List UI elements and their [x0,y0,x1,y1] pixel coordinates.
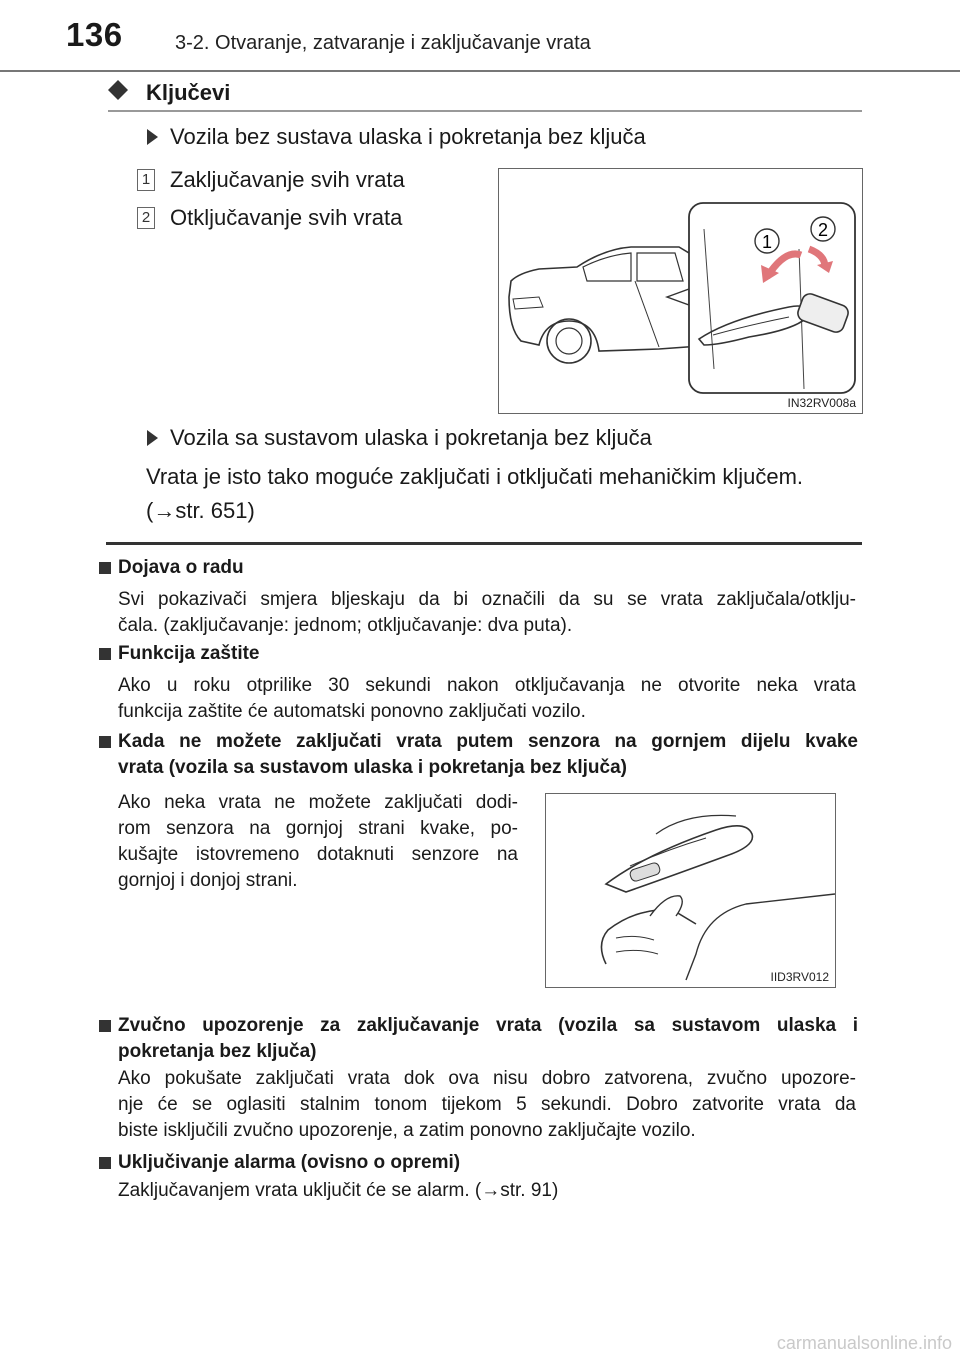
item-label-unlock-all: Otključavanje svih vrata [170,205,403,230]
subsection-title: Vozila sa sustavom ulaska i pokretanja bez ključa [170,425,652,450]
notes-divider [106,542,862,545]
note-line: Ako pokušate zaključati vrata dok ova nisu dobro zatvorena, zvučno upozore- [118,1068,856,1089]
triangle-bullet-icon [147,129,158,145]
mechanical-key-text: Vrata je isto tako moguće zaključati i otključati mehaničkim ključem. [146,464,804,489]
figure-code: IN32RV008a [787,396,856,410]
note-line: kušajte istovremeno dotaknuti senzore na [118,844,518,865]
car-key-illustration [499,169,862,413]
note-text [118,673,856,725]
note-title-line: pokretanja bez ključa) [118,1041,317,1062]
note-line: biste isključili zvučno upozorenje, a zatim ponovno zaključajte vozilo. [118,1120,696,1141]
note-line: rom senzora na gornjoj strani kvake, po- [118,818,518,839]
note-title [118,1013,858,1065]
door-handle-illustration [546,794,835,987]
note-line: Ako neka vrata ne možete zaključati dodi- [118,792,518,813]
watermark: carmanualsonline.info [776,1333,952,1353]
page-reference: (→str. 651) [146,498,255,523]
note-text [118,1066,856,1144]
square-bullet-icon [99,736,111,748]
item-number-2: 2 [137,207,155,229]
note-line: nje će se oglasiti stalnim tonom tijekom 5 sekundi. Dobro zatvorite vrata da [118,1094,856,1115]
diamond-bullet-icon [108,80,128,100]
header-rule [0,70,960,72]
note-text: Zaključavanjem vrata uključit će se alarm. (→str. 91) [118,1180,559,1201]
figure-code: IID3RV012 [770,970,829,984]
note-title: Uključivanje alarma (ovisno o opremi) [118,1152,461,1173]
square-bullet-icon [99,1157,111,1169]
item-label-lock-all: Zaključavanje svih vrata [170,167,405,192]
note-title-line: Zvučno upozorenje za zaključavanje vrata (vozila sa sustavom ulaska i [118,1015,858,1036]
subsection-title: Vozila bez sustava ulaska i pokretanja bez ključa [170,124,646,149]
note-text [118,790,518,894]
note-title: Funkcija zaštite [118,643,260,664]
note-line: čala. (zaključavanje: jednom; otključavanje: dva puta). [118,615,573,636]
callout-2: 2 [817,220,829,240]
item-number-1: 1 [137,169,155,191]
triangle-bullet-icon [147,430,158,446]
note-title-line: vrata (vozila sa sustavom ulaska i pokretanja bez ključa) [118,757,627,778]
note-line: gornjoj i donjoj strani. [118,870,298,891]
door-handle-figure [545,793,836,988]
chapter-title: 3-2. Otvaranje, zatvaranje i zaključavanje vrata [175,32,591,54]
note-line: funkcija zaštite će automatski ponovno zaključati vozilo. [118,701,586,722]
callout-1: 1 [761,232,773,252]
section-rule [108,110,862,112]
note-title-line: Kada ne možete zaključati vrata putem senzora na gornjem dijelu kvake [118,731,858,752]
note-title [118,729,858,781]
square-bullet-icon [99,1020,111,1032]
note-line: Svi pokazivači smjera bljeskaju da bi označili da su se vrata zaključala/otklju- [118,589,856,610]
square-bullet-icon [99,562,111,574]
note-title: Dojava o radu [118,557,244,578]
note-text [118,587,856,639]
square-bullet-icon [99,648,111,660]
key-fob-figure [498,168,863,414]
section-title: Ključevi [146,80,231,105]
note-line: Ako u roku otprilike 30 sekundi nakon otključavanja ne otvorite neka vrata [118,675,856,696]
page-number: 136 [66,16,123,53]
